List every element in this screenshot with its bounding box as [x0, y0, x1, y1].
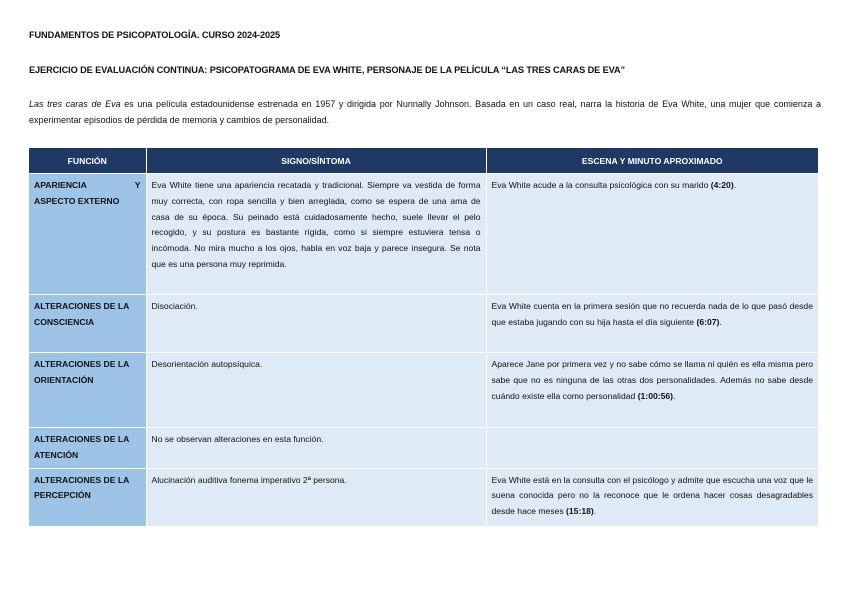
function-cell	[29, 174, 146, 295]
intro-text: es una película estadounidense estrenada en 1957 y dirigida por Nunnally Johnson. Basada en un caso real, narra la historia de Eva White, una mujer que comienza a experimentar episodios de pérdida de memoria y cambios de personalidad.	[29, 99, 821, 125]
function-label: Y	[134, 180, 141, 190]
table-row	[29, 468, 818, 526]
scene-cell	[486, 174, 818, 295]
column-header-sign: SIGNO/SÍNTOMA	[146, 148, 486, 174]
exercise-title: EJERCICIO DE EVALUACIÓN CONTINUA: PSICOPATOGRAMA DE EVA WHITE, PERSONAJE DE LA PELÍCULA “LAS TRES CARAS DE EVA”	[29, 65, 625, 75]
scene-time: (4:20)	[710, 180, 734, 190]
film-title: Las tres caras de Eva	[29, 99, 121, 109]
sign-cell: Disociación.	[146, 295, 486, 353]
sign-cell: Desorientación autopsíquica.	[146, 353, 486, 428]
scene-text: Aparece Jane por primera vez y no sabe cómo se llama ni quién es ella misma pero sabe que no es ninguna de las otras dos personalidades. Además no sabe desde cuándo existe ella como personalidad	[491, 359, 813, 401]
function-cell: ALTERACIONES DE LA ATENCIÓN	[29, 428, 146, 469]
course-title: FUNDAMENTOS DE PSICOPATOLOGÍA. CURSO 2024-2025	[29, 30, 281, 40]
scene-time: (6:07)	[696, 316, 720, 327]
function-label: ASPECTO EXTERNO	[34, 195, 120, 206]
sign-cell: No se observan alteraciones en esta función.	[146, 428, 486, 469]
scene-cell	[486, 353, 818, 428]
table-row	[29, 428, 818, 469]
scene-cell	[486, 468, 818, 526]
scene-time: (15:18)	[566, 506, 594, 517]
scene-time: (1:00:56)	[637, 390, 674, 401]
scene-end: .	[719, 316, 722, 327]
sign-cell: Eva White tiene una apariencia recatada y tradicional. Siempre va vestida de forma muy correcta, con ropa sencilla y bien arreglada, como se espera de una ama de casa de su época. Su peinado está cuidadosamente hecho, suele llevar el pelo recogido, y su postura es bastante rígida, como si siempre estuviera tensa o incómoda. No mira mucho a los ojos, habla en voz baja y parece insegura. Se nota que es una persona muy reprimida.	[146, 174, 486, 295]
scene-cell	[486, 428, 818, 469]
scene-end: .	[673, 390, 676, 401]
table-row	[29, 353, 818, 428]
function-cell: ALTERACIONES DE LA CONSCIENCIA	[29, 295, 146, 353]
scene-end: .	[593, 506, 597, 517]
scene-text: Eva White cuenta en la primera sesión que no recuerda nada de lo que pasó desde que estaba jugando con su hija hasta el día siguiente	[491, 301, 813, 327]
function-cell: ALTERACIONES DE LA PERCEPCIÓN	[29, 468, 146, 526]
scene-cell	[486, 295, 818, 353]
table-row	[29, 295, 818, 353]
scene-text: Eva White está en la consulta con el psicólogo y admite que escucha una voz que le suena conocida pero no la reconoce que le ordena hacer cosas desagradables desde hace meses	[491, 474, 814, 517]
column-header-function: FUNCIÓN	[29, 148, 146, 174]
sign-cell: Alucinación auditiva fonema imperativo 2ª persona.	[146, 468, 486, 526]
function-label: APARIENCIA	[34, 180, 87, 190]
scene-text: Eva White acude a la consulta psicológica con su marido	[491, 180, 711, 190]
psychopathogram-table	[29, 148, 818, 526]
table-row	[29, 174, 818, 295]
intro-paragraph	[29, 96, 821, 128]
table-header-row	[29, 148, 818, 174]
column-header-scene: ESCENA Y MINUTO APROXIMADO	[486, 148, 818, 174]
scene-end: .	[733, 180, 737, 190]
function-cell: ALTERACIONES DE LA ORIENTACIÓN	[29, 353, 146, 428]
